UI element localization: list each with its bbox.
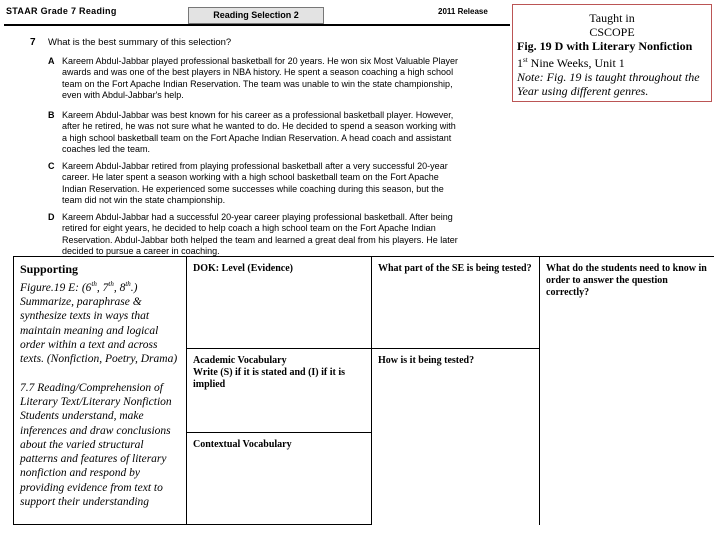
program-label: CSCOPE [589,25,635,39]
taught-in-label: Taught in [589,11,635,25]
option-text: Kareem Abdul-Jabbar played professional basketball for 20 years. He won six Most Valuable Player awards and was one of the best players in NBA history. He spent a season coaching a high school team on the Fort Apache Indian Reservation. The team was unable to win the state championship, even with Abdul-Jabbar's help. [62,56,459,101]
figure-19-standard: Figure.19 E: (6th, 7th, 8th.) Summarize, paraphrase & synthesize texts in ways that maintain meaning and logical order within a text and across texts. (Nonfiction, Poetry, Drama) [20,280,178,366]
dok-cell[interactable] [187,257,372,349]
dok-label: DOK: Level (Evidence) [193,263,293,274]
option-text: Kareem Abdul-Jabbar had a successful 20-year career playing professional basketball. After being retired for eight years, he decided to help coach a high school team on the Fort Apache Indian Reservation. Abdul-Jabbar both helped the team and learned a great deal from his players. He later decided to pursue a career in coaching. [62,212,458,257]
students-need-label: What do the students need to know in order to answer the question correctly? [546,263,707,298]
how-tested-cell[interactable] [372,349,540,525]
reading-selection-label: Reading Selection 2 [188,7,324,24]
option-letter: C [48,161,55,171]
se-tested-cell[interactable] [372,257,540,349]
test-header-left: STAAR Grade 7 Reading [6,6,117,16]
nine-weeks-label: 1st Nine Weeks, Unit 1 [517,56,625,70]
question-prompt: What is the best summary of this selection? [48,37,232,48]
option-text: Kareem Abdul-Jabbar was best known for his career as a professional basketball player. However, after he retired, he was not sure what he wanted to do. He decided to spend a season working with a high school basketball team on the Fort Apache Indian Reservation. A head coach and assistant coaches led the team. [62,110,456,155]
contextual-vocab-label: Contextual Vocabulary [193,439,292,450]
answer-option-b [48,110,460,156]
unit-info-box [512,4,712,102]
genre-note: Note: Fig. 19 is taught throughout the Year using different genres. [517,70,700,98]
figure-title: Fig. 19 D with Literary Nonfiction [517,39,693,53]
option-letter: B [48,110,55,120]
se-tested-label: What part of the SE is being tested? [378,263,532,274]
answer-option-c [48,161,460,207]
release-label: 2011 Release [438,7,488,16]
question-number: 7 [30,37,36,48]
standard-7-7: 7.7 Reading/Comprehension of Literary Text/Literary Nonfiction Students understand, make inferences and draw conclusions about the varied structural patterns and features of literary nonfiction and respond by providing evidence from text to support their understanding [20,381,172,508]
students-need-cell[interactable] [540,257,714,525]
supporting-standards-cell [14,257,187,525]
option-letter: D [48,212,55,222]
contextual-vocab-cell[interactable] [187,433,372,525]
analysis-grid [13,256,714,525]
option-text: Kareem Abdul-Jabbar retired from playing professional basketball after a very successful 20-year career. He later spent a season working with a high school basketball team on the Fort Apache Indian Reservation. He experienced some successes while coaching during this season, but the team did not win the state championship. [62,161,448,206]
academic-vocab-cell[interactable] [187,349,372,433]
academic-vocab-label: Academic Vocabulary [193,355,287,366]
option-letter: A [48,56,55,66]
supporting-title: Supporting [20,262,79,276]
header-rule [4,24,510,26]
answer-option-a [48,56,460,102]
answer-option-d [48,212,460,258]
stated-implied-instruction: Write (S) if it is stated and (I) if it is implied [193,367,346,390]
how-tested-label: How is it being tested? [378,355,475,366]
